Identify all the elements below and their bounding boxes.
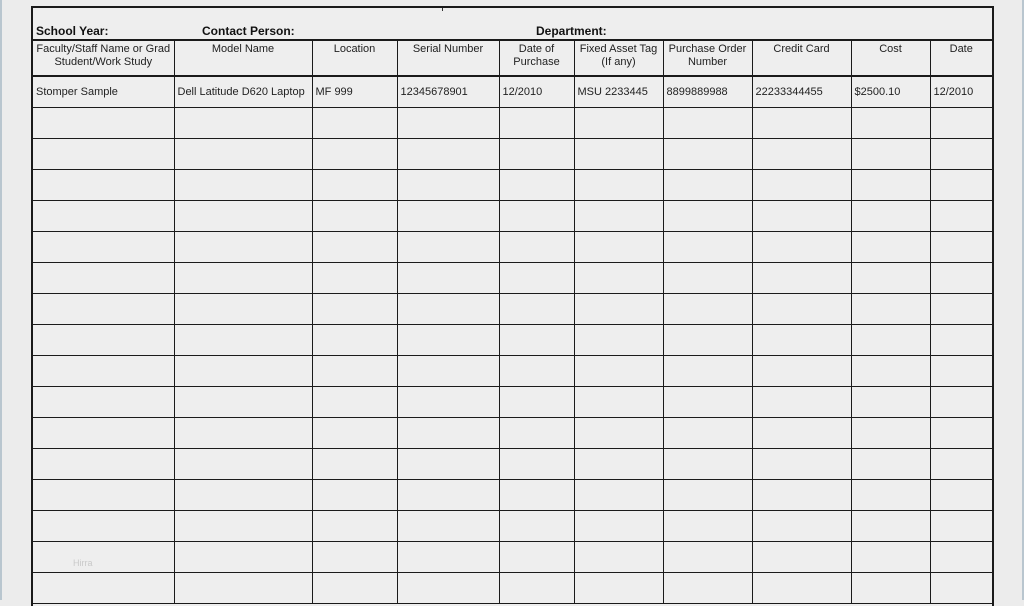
- table-cell[interactable]: [33, 449, 174, 480]
- table-cell[interactable]: [574, 325, 663, 356]
- table-cell[interactable]: [33, 263, 174, 294]
- table-cell[interactable]: [663, 232, 752, 263]
- table-cell[interactable]: [397, 170, 499, 201]
- table-cell[interactable]: [851, 325, 930, 356]
- table-cell[interactable]: [499, 108, 574, 139]
- table-cell[interactable]: [574, 449, 663, 480]
- school-year-label: School Year:: [36, 24, 109, 38]
- table-cell[interactable]: [574, 170, 663, 201]
- table-cell[interactable]: [397, 356, 499, 387]
- table-cell[interactable]: [752, 170, 851, 201]
- table-row: [33, 573, 992, 604]
- table-cell[interactable]: [851, 356, 930, 387]
- table-row: [33, 511, 992, 542]
- table-cell[interactable]: [574, 511, 663, 542]
- table-cell[interactable]: [752, 232, 851, 263]
- table-row: [33, 418, 992, 449]
- table-cell[interactable]: [499, 263, 574, 294]
- table-cell[interactable]: [851, 108, 930, 139]
- table-cell[interactable]: [312, 294, 397, 325]
- table-cell[interactable]: [499, 232, 574, 263]
- table-cell[interactable]: [174, 108, 312, 139]
- column-header: Credit Card: [752, 41, 851, 76]
- table-cell[interactable]: [752, 201, 851, 232]
- table-row: [33, 76, 992, 108]
- table-cell[interactable]: [312, 170, 397, 201]
- table-cell[interactable]: [33, 170, 174, 201]
- table-row: [33, 263, 992, 294]
- table-cell[interactable]: [312, 201, 397, 232]
- table-cell[interactable]: [930, 108, 992, 139]
- table-cell[interactable]: [663, 263, 752, 294]
- table-cell[interactable]: [174, 387, 312, 418]
- table-cell[interactable]: [397, 232, 499, 263]
- table-cell[interactable]: [851, 139, 930, 170]
- table-cell[interactable]: [574, 201, 663, 232]
- table-cell[interactable]: [312, 480, 397, 511]
- table-row: [33, 232, 992, 263]
- table-cell[interactable]: [397, 480, 499, 511]
- table-cell[interactable]: [851, 263, 930, 294]
- table-cell[interactable]: [574, 480, 663, 511]
- table-cell[interactable]: [752, 449, 851, 480]
- table-cell[interactable]: [574, 356, 663, 387]
- table-cell[interactable]: [499, 449, 574, 480]
- table-body: [33, 76, 992, 604]
- table-cell[interactable]: [174, 232, 312, 263]
- table-cell[interactable]: [174, 356, 312, 387]
- table-row: [33, 387, 992, 418]
- table-cell[interactable]: [663, 108, 752, 139]
- table-cell[interactable]: Stomper Sample: [33, 76, 174, 108]
- table-cell[interactable]: [851, 201, 930, 232]
- table-row: [33, 170, 992, 201]
- table-cell[interactable]: [930, 356, 992, 387]
- table-cell[interactable]: [663, 573, 752, 604]
- table-cell[interactable]: [499, 294, 574, 325]
- table-cell[interactable]: [33, 573, 174, 604]
- column-header: Date: [930, 41, 992, 76]
- table-cell[interactable]: Dell Latitude D620 Laptop: [174, 76, 312, 108]
- table-cell[interactable]: [33, 139, 174, 170]
- table-cell[interactable]: [752, 108, 851, 139]
- table-cell[interactable]: [851, 418, 930, 449]
- table-cell[interactable]: [574, 108, 663, 139]
- table-cell[interactable]: [663, 139, 752, 170]
- table-cell[interactable]: [33, 511, 174, 542]
- table-cell[interactable]: [574, 387, 663, 418]
- table-cell[interactable]: [930, 418, 992, 449]
- table-row: [33, 480, 992, 511]
- table-cell[interactable]: [312, 418, 397, 449]
- table-cell[interactable]: [33, 108, 174, 139]
- table-row: [33, 356, 992, 387]
- table-cell[interactable]: [499, 139, 574, 170]
- table-row: [33, 108, 992, 139]
- table-cell[interactable]: [397, 387, 499, 418]
- column-header: Fixed Asset Tag (If any): [574, 41, 663, 76]
- table-cell[interactable]: [930, 263, 992, 294]
- table-cell[interactable]: [33, 356, 174, 387]
- table-cell[interactable]: [397, 542, 499, 573]
- table-cell[interactable]: 12345678901: [397, 76, 499, 108]
- table-cell[interactable]: [930, 480, 992, 511]
- table-header-row: [33, 41, 992, 76]
- table-cell[interactable]: [930, 511, 992, 542]
- table-cell[interactable]: [33, 387, 174, 418]
- table-cell[interactable]: [33, 294, 174, 325]
- table-cell[interactable]: [663, 511, 752, 542]
- table-cell[interactable]: [174, 139, 312, 170]
- table-cell[interactable]: [663, 449, 752, 480]
- table-cell[interactable]: [174, 325, 312, 356]
- table-cell[interactable]: [174, 449, 312, 480]
- table-cell[interactable]: [174, 480, 312, 511]
- table-cell[interactable]: [397, 294, 499, 325]
- table-cell[interactable]: [397, 573, 499, 604]
- left-edge-line: [0, 0, 2, 600]
- table-cell[interactable]: [499, 573, 574, 604]
- table-cell[interactable]: [851, 542, 930, 573]
- table-cell[interactable]: [33, 232, 174, 263]
- table-cell[interactable]: [397, 201, 499, 232]
- table-cell[interactable]: [312, 542, 397, 573]
- table-cell[interactable]: [752, 356, 851, 387]
- table-cell[interactable]: [33, 480, 174, 511]
- table-cell[interactable]: [312, 356, 397, 387]
- table-cell[interactable]: [663, 387, 752, 418]
- table-cell[interactable]: [312, 325, 397, 356]
- table-cell[interactable]: [174, 263, 312, 294]
- table-cell[interactable]: [930, 170, 992, 201]
- contact-person-label: Contact Person:: [202, 24, 295, 38]
- table-cell[interactable]: [33, 201, 174, 232]
- column-header: Serial Number: [397, 41, 499, 76]
- table-cell[interactable]: [499, 418, 574, 449]
- table-cell[interactable]: [312, 139, 397, 170]
- table-cell[interactable]: [312, 449, 397, 480]
- table-cell[interactable]: [930, 294, 992, 325]
- table-cell[interactable]: [851, 573, 930, 604]
- watermark: Hirra: [73, 558, 93, 568]
- table-cell[interactable]: [33, 418, 174, 449]
- table-cell[interactable]: 12/2010: [930, 76, 992, 108]
- table-cell[interactable]: [499, 387, 574, 418]
- table-cell[interactable]: [752, 573, 851, 604]
- table-cell[interactable]: MSU 2233445: [574, 76, 663, 108]
- table-cell[interactable]: [752, 418, 851, 449]
- table-cell[interactable]: [574, 294, 663, 325]
- table-cell[interactable]: [312, 108, 397, 139]
- table-cell[interactable]: [397, 449, 499, 480]
- table-cell[interactable]: [397, 108, 499, 139]
- table-cell[interactable]: 22233344455: [752, 76, 851, 108]
- column-header: Faculty/Staff Name or Grad Student/Work Study: [33, 41, 174, 76]
- table-cell[interactable]: [752, 263, 851, 294]
- table-cell[interactable]: [663, 356, 752, 387]
- table-cell[interactable]: [499, 356, 574, 387]
- table-cell[interactable]: [312, 263, 397, 294]
- table-cell[interactable]: [851, 232, 930, 263]
- table-cell[interactable]: [574, 232, 663, 263]
- column-header: Purchase Order Number: [663, 41, 752, 76]
- table-cell[interactable]: [574, 418, 663, 449]
- table-cell[interactable]: [397, 418, 499, 449]
- table-cell[interactable]: [174, 542, 312, 573]
- table-cell[interactable]: [574, 139, 663, 170]
- table-cell[interactable]: [33, 325, 174, 356]
- table-cell[interactable]: [663, 294, 752, 325]
- department-label: Department:: [536, 24, 607, 38]
- table-row: [33, 139, 992, 170]
- table-cell[interactable]: [574, 573, 663, 604]
- table-cell[interactable]: [851, 480, 930, 511]
- table-cell[interactable]: [930, 232, 992, 263]
- table-cell[interactable]: [574, 263, 663, 294]
- table-cell[interactable]: [499, 325, 574, 356]
- table-cell[interactable]: $2500.10: [851, 76, 930, 108]
- table-row: [33, 449, 992, 480]
- table-cell[interactable]: [663, 418, 752, 449]
- table-cell[interactable]: [574, 542, 663, 573]
- table-cell[interactable]: [397, 511, 499, 542]
- table-cell[interactable]: [499, 511, 574, 542]
- table-cell[interactable]: [663, 325, 752, 356]
- table-cell[interactable]: [752, 294, 851, 325]
- table-cell[interactable]: [752, 139, 851, 170]
- table-cell[interactable]: [499, 170, 574, 201]
- table-cell[interactable]: [663, 480, 752, 511]
- column-header: Model Name: [174, 41, 312, 76]
- table-cell[interactable]: [752, 511, 851, 542]
- table-cell[interactable]: [397, 139, 499, 170]
- sheet-info-row: [33, 8, 992, 41]
- table-cell[interactable]: [312, 387, 397, 418]
- table-cell[interactable]: [752, 480, 851, 511]
- table-cell[interactable]: [851, 170, 930, 201]
- table-cell[interactable]: [174, 573, 312, 604]
- table-cell[interactable]: [33, 542, 174, 573]
- table-cell[interactable]: [174, 511, 312, 542]
- table-cell[interactable]: [663, 170, 752, 201]
- table-row: [33, 294, 992, 325]
- table-cell[interactable]: [851, 511, 930, 542]
- table-cell[interactable]: [930, 201, 992, 232]
- table-cell[interactable]: 12/2010: [499, 76, 574, 108]
- table-row: [33, 201, 992, 232]
- table-cell[interactable]: [397, 325, 499, 356]
- table-cell[interactable]: [851, 387, 930, 418]
- table-cell[interactable]: [663, 542, 752, 573]
- table-cell[interactable]: [312, 511, 397, 542]
- table-cell[interactable]: 8899889988: [663, 76, 752, 108]
- table-cell[interactable]: [930, 449, 992, 480]
- table-cell[interactable]: [397, 263, 499, 294]
- table-cell[interactable]: [174, 170, 312, 201]
- table-cell[interactable]: MF 999: [312, 76, 397, 108]
- table-cell[interactable]: [499, 542, 574, 573]
- table-cell[interactable]: [752, 387, 851, 418]
- table-row: [33, 542, 992, 573]
- table-cell[interactable]: [930, 573, 992, 604]
- table-cell[interactable]: [174, 294, 312, 325]
- table-cell[interactable]: [752, 542, 851, 573]
- inventory-sheet: [31, 6, 994, 606]
- table-cell[interactable]: [851, 294, 930, 325]
- column-header: Cost: [851, 41, 930, 76]
- table-cell[interactable]: [174, 201, 312, 232]
- table-cell[interactable]: [499, 480, 574, 511]
- table-cell[interactable]: [851, 449, 930, 480]
- table-cell[interactable]: [930, 387, 992, 418]
- table-cell[interactable]: [930, 325, 992, 356]
- table-cell[interactable]: [312, 573, 397, 604]
- table-row: [33, 325, 992, 356]
- table-cell[interactable]: [930, 139, 992, 170]
- table-cell[interactable]: [930, 542, 992, 573]
- table-cell[interactable]: [752, 325, 851, 356]
- table-cell[interactable]: [499, 201, 574, 232]
- column-header: Date of Purchase: [499, 41, 574, 76]
- table-cell[interactable]: [663, 201, 752, 232]
- table-cell[interactable]: [312, 232, 397, 263]
- column-header: Location: [312, 41, 397, 76]
- table-cell[interactable]: [174, 418, 312, 449]
- inventory-table: [33, 41, 992, 604]
